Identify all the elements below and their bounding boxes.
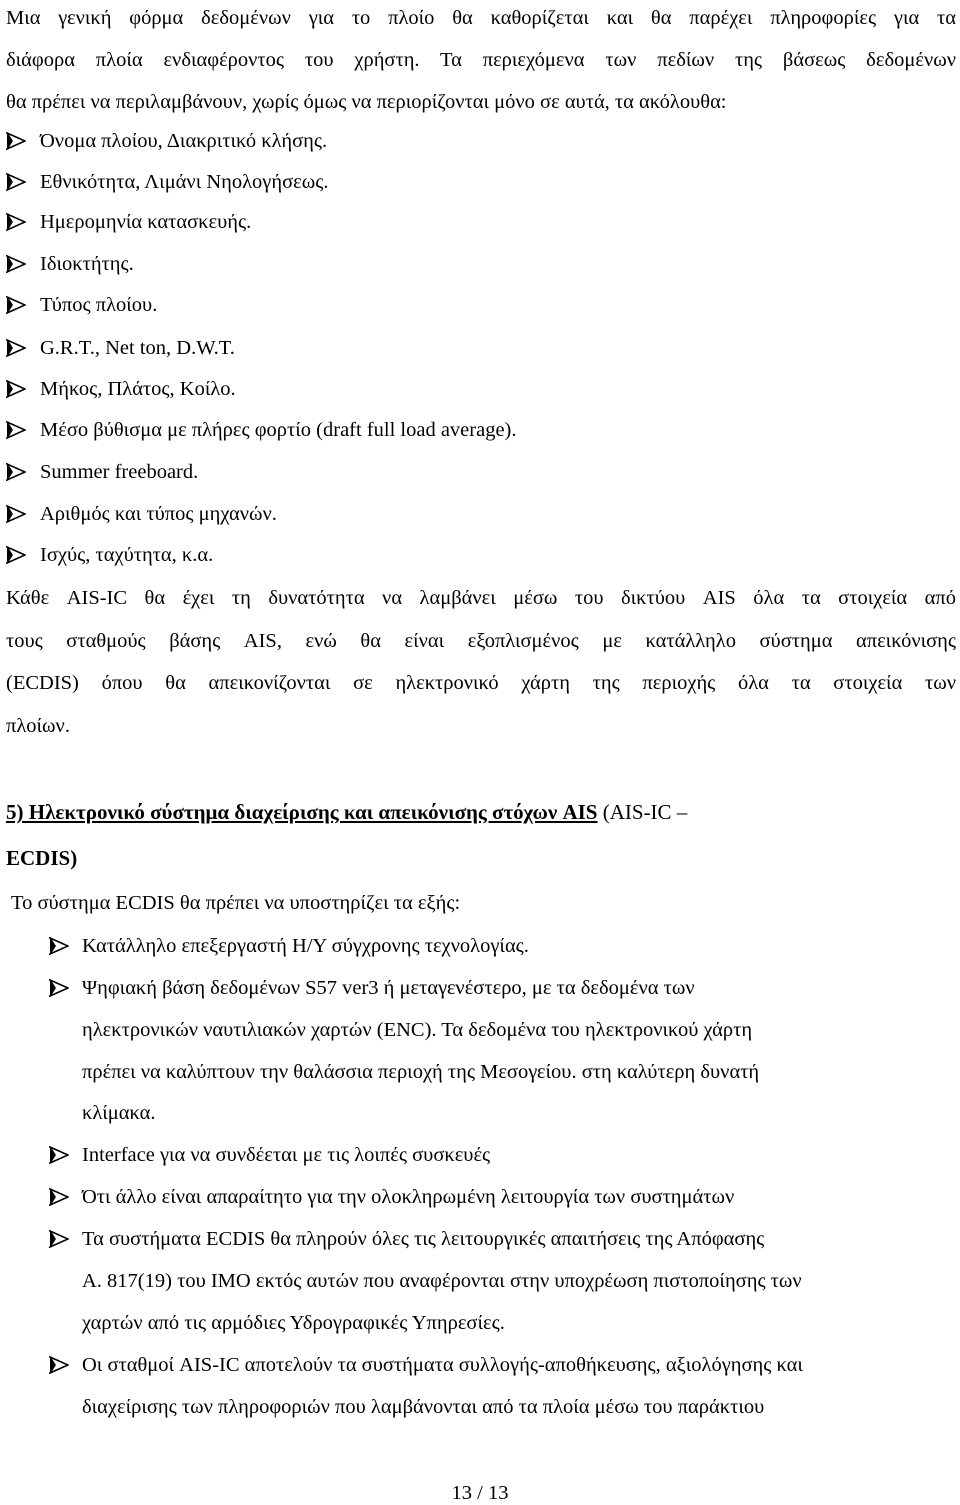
arrow-bullet-icon xyxy=(49,1146,69,1164)
arrow-bullet-icon xyxy=(6,255,26,273)
ais-paragraph-line-3: (ECDIS) όπου θα απεικονίζονται σε ηλεκτρονικό χάρτη της περιοχής όλα τα στοιχεία των xyxy=(6,672,956,694)
arrow-bullet-icon xyxy=(49,937,69,955)
intro-line-1: Μια γενική φόρμα δεδομένων για το πλοίο θα καθορίζεται και θα παρέχει πληροφορίες για τα xyxy=(6,7,956,29)
section-heading-line-2: ECDIS) xyxy=(6,846,78,870)
ais-paragraph-line-2: τους σταθμούς βάσης AIS, ενώ θα είναι εξοπλισμένος με κατάλληλο σύστημα απεικόνισης xyxy=(6,630,956,652)
arrow-bullet-icon xyxy=(6,339,26,357)
arrow-bullet-icon xyxy=(6,546,26,564)
list-item-continuation: διαχείρισης των πληροφοριών που λαμβάνονται από τα πλοία μέσω του παράκτιου xyxy=(82,1396,765,1418)
arrow-bullet-icon xyxy=(6,463,26,481)
arrow-bullet-icon xyxy=(6,173,26,191)
arrow-bullet-icon xyxy=(49,1188,69,1206)
section-intro: Το σύστημα ECDIS θα πρέπει να υποστηρίζει τα εξής: xyxy=(11,892,461,914)
list-item-continuation: πρέπει να καλύπτουν την θαλάσσια περιοχή της Μεσογείου. στη καλύτερη δυνατή xyxy=(82,1061,760,1083)
section-heading-title: 5) Ηλεκτρονικό σύστημα διαχείρισης και απεικόνισης στόχων AIS xyxy=(6,800,598,824)
list-item-continuation: χαρτών από τις αρμόδιες Υδρογραφικές Υπηρεσίες. xyxy=(82,1312,505,1334)
section-heading-suffix: (AIS-IC – xyxy=(597,800,688,824)
arrow-bullet-icon xyxy=(6,421,26,439)
arrow-bullet-icon xyxy=(6,296,26,314)
ais-paragraph-line-4: πλοίων. xyxy=(6,715,70,737)
arrow-bullet-icon xyxy=(49,979,69,997)
section-heading xyxy=(6,800,956,824)
ais-paragraph-line-1: Κάθε AIS-IC θα έχει τη δυνατότητα να λαμβάνει μέσω του δικτύου AIS όλα τα στοιχεία από xyxy=(6,587,956,609)
arrow-bullet-icon xyxy=(6,505,26,523)
list-item-continuation: κλίμακα. xyxy=(82,1102,156,1124)
list-item-continuation: Α. 817(19) του ΙΜΟ εκτός αυτών που αναφέρονται στην υποχρέωση πιστοποίησης των xyxy=(82,1270,802,1292)
arrow-bullet-icon xyxy=(6,132,26,150)
intro-line-2: διάφορα πλοία ενδιαφέροντος του χρήστη. Τα περιεχόμενα των πεδίων της βάσεως δεδομένων xyxy=(6,49,956,71)
arrow-bullet-icon xyxy=(6,380,26,398)
page-number: 13 / 13 xyxy=(451,1482,509,1504)
arrow-bullet-icon xyxy=(49,1356,69,1374)
arrow-bullet-icon xyxy=(49,1230,69,1248)
arrow-bullet-icon xyxy=(6,213,26,231)
document-page: Μια γενική φόρμα δεδομένων για το πλοίο θα καθορίζεται και θα παρέχει πληροφορίες για τα διάφορα πλοία ενδιαφέροντος του χρήστη. Τα περιεχόμενα των πεδίων της βάσεως δεδομένων θα πρέπει να περιλαμβάνουν, χωρίς όμως να περιορίζονται μόνο σε αυτά, τα ακόλουθα: Όνομα πλοίου, Διακριτικό κλήσης. Εθνικότητα, Λιμάνι Νηολογήσεως. Ημερομηνία κατασκευής. Ιδιοκτήτης. Τύπος πλοίου. G.R.T., Net ton, D.W.T. Μήκος, Πλάτος, Κοίλο. Μέσο βύθισμα με πλήρες φορτίο (draft full load average). Summer freeboard. Αριθμός και τύπος μηχανών. Ισχύς, ταχύτητα, κ.α. Κάθε AIS-IC θα έχει τη δυνατότητα να λαμβάνει μέσω του δικτύου AIS όλα τα στοιχεία από τους σταθμούς βάσης AIS, ενώ θα είναι εξοπλισμένος με κατάλληλο σύστημα απεικόνισης (ECDIS) όπου θα απεικονίζονται σε ηλεκτρονικό χάρτη της περιοχής όλα τα στοιχεία των πλοίων. 5) Ηλεκτρονικό σύστημα διαχείρισης και απεικόνισης στόχων AIS (AIS-IC – ECDIS) Το σύστημα ECDIS θα πρέπει να υποστηρίζει τα εξής: Κατάλληλο επεξεργαστή Η/Υ σύγχρονης τεχνολογίας. Ψηφιακή βάση δεδομένων S57 ver3 ή μεταγενέστερο, με τα δεδομένα των ηλεκτρονικών ναυτιλιακών χαρτών (ENC). Τα δεδομένα του ηλεκτρονικού χάρτη πρέπει να καλύπτουν την θαλάσσια περιοχή της Μεσογείου. στη καλύτερη δυνατή κλίμακα. Interface για να συνδέεται με τις λοιπές συσκευές Ότι άλλο είναι απαραίτητο για την ολοκληρωμένη λειτουργία των συστημάτων Τα συστήματα ECDIS θα πληρούν όλες τις λειτουργικές απαιτήσεις της Απόφασης Α. 817(19) του ΙΜΟ εκτός αυτών που αναφέρονται στην υποχρέωση πιστοποίησης των χαρτών από τις αρμόδιες Υδρογραφικές Υπηρεσίες. Οι σταθμοί AIS-IC αποτελούν τα συστήματα συλλογής-αποθήκευσης, αξιολόγησης και διαχείρισης των πληροφοριών που λαμβάνονται από τα πλοία μέσω του παράκτιου 13 / 13 xyxy=(0,0,960,1505)
list-item-continuation: ηλεκτρονικών ναυτιλιακών χαρτών (ENC). Τα δεδομένα του ηλεκτρονικού χάρτη xyxy=(82,1019,753,1041)
intro-line-3: θα πρέπει να περιλαμβάνουν, χωρίς όμως να περιορίζονται μόνο σε αυτά, τα ακόλουθα: xyxy=(6,91,727,113)
